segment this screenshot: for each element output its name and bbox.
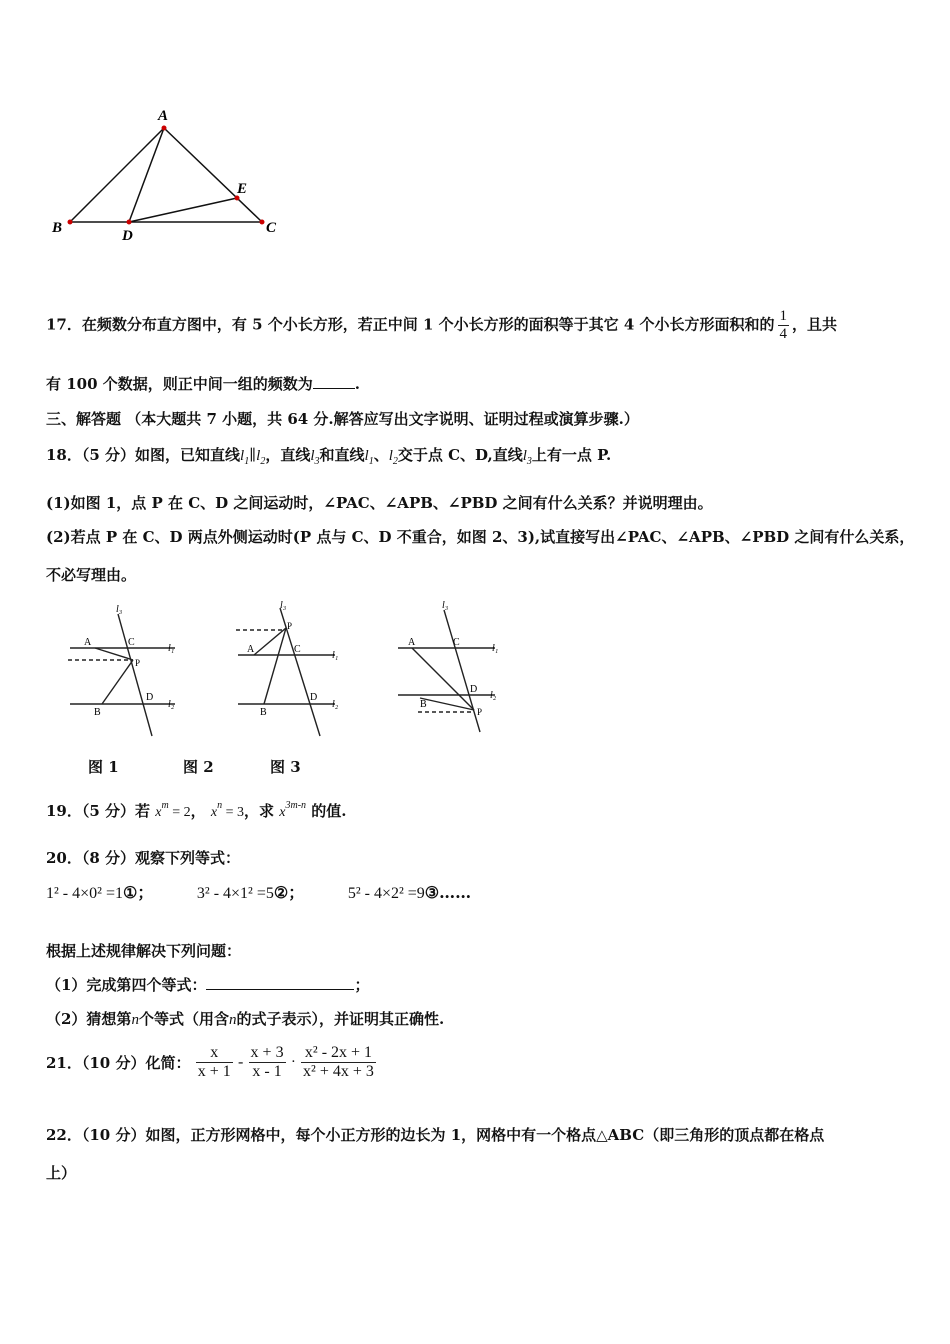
q17-fraction	[778, 308, 790, 343]
q20-part2-c: 的式子表示），并证明其正确性.	[236, 1010, 445, 1028]
fig3-caption: 图 3	[270, 758, 301, 776]
fig2-d: D	[310, 692, 318, 703]
side-ac	[164, 128, 262, 222]
q19-comma: ，	[190, 802, 206, 820]
q20-part2-b: 个等式（用含	[138, 1010, 229, 1028]
q20-part1	[46, 974, 369, 995]
q18-part1: (1)如图 1，点 P 在 C、D 之间运动时，∠PAC、∠APB、∠PBD 之间有什么关系？并说明理由。	[46, 494, 713, 512]
fig1-c: C	[128, 637, 135, 648]
fig1-l3: l₃	[116, 604, 123, 615]
q20-mark2: ②；	[273, 883, 305, 902]
q17-frac-num: 1	[779, 308, 788, 324]
q20-part1-end: ；	[354, 976, 370, 994]
q18-parallel: ∥	[249, 448, 257, 464]
q18-l2: $l_2$	[256, 448, 266, 467]
fig1-caption: 图 1	[88, 758, 119, 776]
fig3-a: A	[408, 637, 416, 648]
q20-mark3: ③……	[424, 883, 472, 902]
q17-text2: 有 100 个数据，则正中间一组的频数为	[46, 375, 313, 393]
q18-part2b: 不必写理由。	[46, 566, 137, 584]
triangle-figure	[40, 100, 300, 250]
fig2-c: C	[294, 644, 301, 655]
label-b: B	[52, 220, 63, 236]
q20-instruction: 根据上述规律解决下列问题：	[46, 942, 242, 960]
fig3-c: C	[453, 637, 460, 648]
q20-part2	[46, 1008, 444, 1029]
q20-part1-text: （1）完成第四个等式：	[46, 976, 207, 994]
q19-eq2-rhs: = 3	[222, 805, 245, 820]
segment-ad	[129, 128, 164, 222]
q20-var-n: n	[131, 1012, 139, 1028]
q20-eq1: 1² - 4×0² =1	[46, 885, 123, 902]
q19-eq3: $x^{3m-n}$	[279, 800, 307, 820]
fig3-b: B	[420, 699, 427, 710]
q21-pre: 21．（10 分）化简：	[46, 1054, 191, 1072]
q17-line1	[46, 308, 837, 343]
q17-line2	[46, 373, 360, 394]
q20-eq3: 5² - 4×2² =9	[347, 885, 425, 902]
q20-mark1: ①；	[122, 883, 154, 902]
q18-text-c: 和直线	[319, 446, 365, 464]
q18-text-e: 上有一点 P.	[531, 446, 612, 464]
q21-minus: -	[237, 1053, 244, 1071]
fig1-l1: l₁	[168, 643, 175, 654]
q18-l1b: $l_1$	[364, 448, 374, 467]
q19-eq2: $x^n$	[210, 800, 223, 820]
label-d: D	[122, 228, 133, 244]
q17-text-end: ，且共	[792, 315, 838, 334]
q17-answer-blank[interactable]	[313, 388, 355, 389]
q19-eq1: $x^m$	[155, 800, 169, 820]
q19-ask: ，求	[244, 802, 275, 820]
q18-figures	[40, 598, 520, 748]
q20-eq2: 3² - 4×1² =5	[196, 885, 274, 902]
q21-frac1: $\frac{x}{x + 1}$	[197, 1044, 231, 1080]
fig3-d: D	[470, 684, 478, 695]
fig1-d: D	[146, 692, 154, 703]
fig1-l2: l₂	[168, 699, 175, 710]
q18-text-b: ，直线	[265, 446, 311, 464]
section-3-heading: 三、解答题 （本大题共 7 小题，共 64 分.解答应写出文字说明、证明过程或演算步骤.）	[46, 410, 639, 428]
q20-equations	[46, 880, 471, 903]
fig2-caption: 图 2	[183, 758, 214, 776]
fig3-l1: l₁	[492, 643, 499, 654]
fig1-b: B	[94, 707, 101, 718]
q17-text: 17．在频数分布直方图中，有 5 个小长方形，若正中间 1 个小长方形的面积等于其它 4 个小长方形面积和的	[46, 315, 775, 334]
fig2-l3: l₃	[280, 600, 287, 611]
fig2-b: B	[260, 707, 267, 718]
q18-l1: $l_1$	[240, 448, 250, 467]
fig3-p: P	[477, 707, 483, 717]
q18-sep: 、	[373, 446, 389, 464]
q21	[46, 1044, 376, 1081]
q17-frac-den: 4	[779, 326, 788, 342]
q22-line2: 上）	[46, 1164, 77, 1182]
q18-part2a: (2)若点 P 在 C、D 两点外侧运动时(P 点与 C、D 不重合，如图 2、3),试直接写出∠PAC、∠APB、∠PBD 之间有什么关系，	[46, 528, 915, 546]
q18-l3b: $l_3$	[522, 448, 532, 467]
q19-post: 的值.	[311, 802, 347, 820]
q19-pre: 19．（5 分）若	[46, 802, 151, 820]
q17-text2-end: .	[354, 375, 360, 393]
label-a: A	[158, 108, 169, 124]
q18-intro	[46, 444, 611, 465]
fig2-a: A	[247, 644, 255, 655]
q18-text-d: 交于点 C、D,直线	[397, 446, 523, 464]
q21-dot: ·	[290, 1054, 296, 1070]
q20-part2-a: （2）猜想第	[46, 1010, 132, 1028]
fig2-l2: l₂	[332, 699, 339, 710]
label-e: E	[237, 181, 248, 197]
fig1-a: A	[84, 637, 92, 648]
segment-de	[129, 198, 237, 222]
figure-1	[68, 614, 175, 736]
q20-var-n2: n	[228, 1012, 237, 1028]
label-c: C	[266, 220, 277, 236]
fig2-p: P	[287, 621, 293, 631]
q19-eq1-rhs: = 2	[168, 805, 191, 820]
q21-frac3: $\frac{\text{x² - 2x + 1}}{\text{x² + 4x + 3}}$	[303, 1044, 374, 1080]
q18-l3: $l_3$	[310, 448, 320, 467]
fig2-l1: l₁	[332, 650, 339, 661]
side-ab	[70, 128, 164, 222]
q22-line1: 22．（10 分）如图，正方形网格中，每个小正方形的边长为 1，网格中有一个格点△ABC（即三角形的顶点都在格点	[46, 1126, 825, 1144]
figure-2	[236, 608, 335, 736]
fig1-p: P	[135, 658, 141, 668]
q20-title: 20．（8 分）观察下列等式：	[46, 849, 241, 867]
q20-answer-blank[interactable]	[206, 989, 354, 990]
q18-l2b: $l_2$	[388, 448, 398, 467]
q19	[46, 800, 347, 821]
fig3-l2: l₂	[490, 690, 497, 701]
fig3-l3: l₃	[442, 600, 449, 611]
q18-text-a: 18．（5 分）如图，已知直线	[46, 446, 241, 464]
q21-frac2: $\frac{x + 3}{x - 1}$	[250, 1044, 284, 1080]
